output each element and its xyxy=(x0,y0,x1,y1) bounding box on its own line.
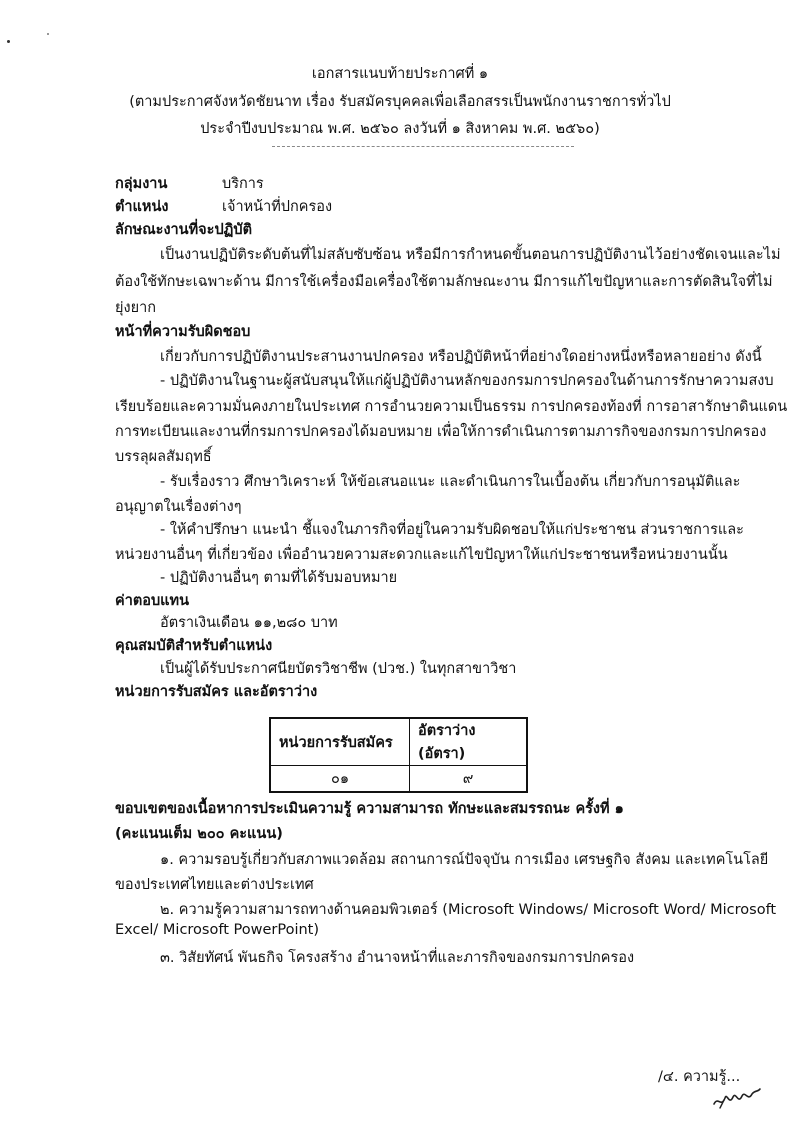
exam-scope-heading: ขอบเขตของเนื้อหาการประเมินความรู้ ความสามารถ ทักษะและสมรรถนะ ครั้งที่ ๑ xyxy=(115,801,624,817)
compensation-heading: ค่าตอบแทน xyxy=(115,593,189,609)
table-header-cell: หน่วยการรับสมัคร xyxy=(270,718,410,766)
group-value: บริการ xyxy=(222,176,264,192)
duty-item-3: - ให้คำปรึกษา แนะนำ ชี้แจงในภารกิจที่อยู่ในความรับผิดชอบให้แก่ประชาชน ส่วนราชการและ xyxy=(160,522,744,538)
exam-item-1: ๑. ความรอบรู้เกี่ยวกับสภาพแวดล้อม สถานการณ์ปัจจุบัน การเมือง เศรษฐกิจ สังคม และเทคโนโลยี xyxy=(160,852,769,868)
initials-signature xyxy=(712,1086,762,1112)
table-cell-vacancy: ๙ xyxy=(410,766,528,793)
doc-title: เอกสารแนบท้ายประกาศที่ ๑ xyxy=(311,66,489,82)
table-row xyxy=(270,766,527,793)
job-nature-line: ต้องใช้ทักษะเฉพาะด้าน มีการใช้เครื่องมือเครื่องใช้ตามลักษณะงาน มีการแก้ไขปัญหาและการตัดสินใจที่ไม่ xyxy=(115,274,773,290)
duty-item-1-cont: บรรลุผลสัมฤทธิ์ xyxy=(115,449,212,465)
group-label: กลุ่มงาน xyxy=(115,176,168,192)
table-cell-unit: ๐๑ xyxy=(270,766,410,793)
qualification-value: เป็นผู้ได้รับประกาศนียบัตรวิชาชีพ (ปวช.) ในทุกสาขาวิชา xyxy=(160,661,517,677)
table-header-cell: อัตราว่าง (อัตรา) xyxy=(410,718,528,766)
doc-subtitle-line1: (ตามประกาศจังหวัดชัยนาท เรื่อง รับสมัครบุคคลเพื่อเลือกสรรเป็นพนักงานราชการทั่วไป xyxy=(129,94,671,110)
qualification-heading: คุณสมบัติสำหรับตำแหน่ง xyxy=(115,638,273,654)
exam-score: (คะแนนเต็ม ๒๐๐ คะแนน) xyxy=(115,826,283,842)
exam-item-2-cont: Excel/ Microsoft PowerPoint) xyxy=(115,922,319,938)
position-value: เจ้าหน้าที่ปกครอง xyxy=(222,199,333,215)
continued-marker: /๔. ความรู้... xyxy=(658,1069,741,1085)
duties-intro: เกี่ยวกับการปฏิบัติงานประสานงานปกครอง หรือปฏิบัติหน้าที่อย่างใดอย่างหนึ่งหรือหลายอย่าง ดังนี้ xyxy=(160,349,762,365)
job-nature-heading: ลักษณะงานที่จะปฏิบัติ xyxy=(115,222,252,238)
scan-speck xyxy=(7,40,10,43)
duty-item-1-cont: เรียบร้อยและความมั่นคงภายในประเทศ การอำนวยความเป็นธรรม การปกครองท้องที่ การอาสารักษาดินแดน xyxy=(115,399,788,415)
doc-subtitle-line2: ประจำปีงบประมาณ พ.ศ. ๒๕๖๐ ลงวันที่ ๑ สิงหาคม พ.ศ. ๒๕๖๐) xyxy=(200,121,600,137)
duty-item-2: - รับเรื่องราว ศึกษาวิเคราะห์ ให้ข้อเสนอแนะ และดำเนินการในเบื้องต้น เกี่ยวกับการอนุมัติและ xyxy=(160,474,741,490)
scan-speck xyxy=(47,33,49,35)
exam-item-3: ๓. วิสัยทัศน์ พันธกิจ โครงสร้าง อำนาจหน้าที่และภารกิจของกรมการปกครอง xyxy=(160,950,635,966)
exam-item-2: ๒. ความรู้ความสามารถทางด้านคอมพิวเตอร์ (Microsoft Windows/ Microsoft Word/ Microsoft xyxy=(160,902,777,918)
duty-item-1: - ปฏิบัติงานในฐานะผู้สนับสนุนให้แก่ผู้ปฏิบัติงานหลักของกรมการปกครองในด้านการรักษาความสงบ xyxy=(160,373,774,389)
header-divider xyxy=(272,146,574,147)
duty-item-3-cont: หน่วยงานอื่นๆ ที่เกี่ยวข้อง เพื่ออำนวยความสะดวกและแก้ไขปัญหาให้แก่ประชาชนหรือหน่วยงานนั้น xyxy=(115,547,728,563)
job-nature-line: ยุ่งยาก xyxy=(115,300,156,316)
position-label: ตำแหน่ง xyxy=(115,199,169,215)
table-header-row xyxy=(270,718,527,766)
duty-item-1-cont: การทะเบียนและงานที่กรมการปกครองได้มอบหมาย เพื่อให้การดำเนินการตามภารกิจของกรมการปกครอง xyxy=(115,424,767,440)
vacancy-heading: หน่วยการรับสมัคร และอัตราว่าง xyxy=(115,684,318,700)
duty-item-2-cont: อนุญาตในเรื่องต่างๆ xyxy=(115,499,242,515)
job-nature-line: เป็นงานปฏิบัติระดับต้นที่ไม่สลับซับซ้อน หรือมีการกำหนดขั้นตอนการปฏิบัติงานไว้อย่างชัดเจนและไม่ xyxy=(160,247,781,263)
duties-heading: หน้าที่ความรับผิดชอบ xyxy=(115,324,251,340)
duty-item-4: - ปฏิบัติงานอื่นๆ ตามที่ได้รับมอบหมาย xyxy=(160,570,398,586)
exam-item-1-cont: ของประเทศไทยและต่างประเทศ xyxy=(115,877,314,893)
vacancy-table xyxy=(269,717,528,793)
compensation-value: อัตราเงินเดือน ๑๑,๒๘๐ บาท xyxy=(160,615,338,631)
